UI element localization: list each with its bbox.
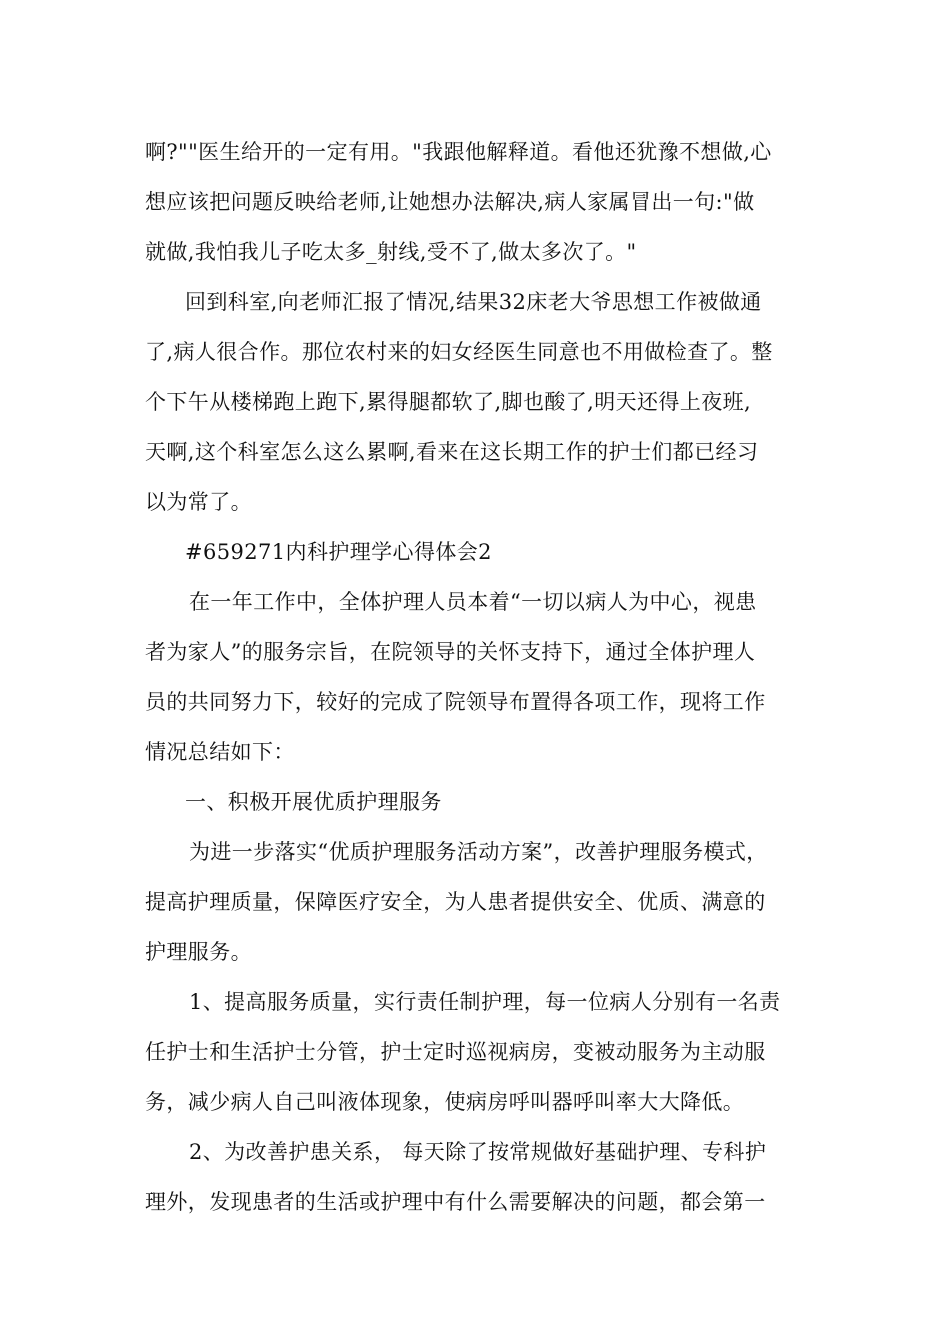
text-line: 护理服务。 (145, 940, 252, 964)
text-line: 员的共同努力下，较好的完成了院领导布置得各项工作，现将工作 (145, 690, 766, 714)
text-line: 以为常了。 (145, 490, 252, 514)
paragraph-first-line: 2、为改善护患关系， 每天除了按常规做好基础护理、专科护 (189, 1140, 767, 1164)
text-line: 啊?""医生给开的一定有用。"我跟他解释道。看他还犹豫不想做,心 (145, 140, 772, 164)
section-title: #659271内科护理学心得体会2 (185, 540, 492, 564)
text-line: 提高护理质量，保障医疗安全，为人患者提供安全、优质、满意的 (145, 890, 766, 914)
text-line: 理外，发现患者的生活或护理中有什么需要解决的问题，都会第一 (145, 1190, 766, 1214)
section-heading: 一、积极开展优质护理服务 (185, 790, 442, 814)
paragraph-first-line: 回到科室,向老师汇报了情况,结果32床老大爷思想工作被做通 (185, 290, 762, 314)
text-line: 务，减少病人自己叫液体现象，使病房呼叫器呼叫率大大降低。 (145, 1090, 745, 1114)
text-line: 个下午从楼梯跑上跑下,累得腿都软了,脚也酸了,明天还得上夜班, (145, 390, 752, 414)
paragraph-first-line: 为进一步落实“优质护理服务活动方案”，改善护理服务模式， (189, 840, 768, 864)
text-line: 了,病人很合作。那位农村来的妇女经医生同意也不用做检查了。整 (145, 340, 773, 364)
text-line: 天啊,这个科室怎么这么累啊,看来在这长期工作的护士们都已经习 (145, 440, 759, 464)
text-line: 想应该把问题反映给老师,让她想办法解决,病人家属冒出一句:"做 (145, 190, 755, 214)
text-line: 者为家人”的服务宗旨，在院领导的关怀支持下，通过全体护理人 (145, 640, 756, 664)
text-line: 情况总结如下： (145, 740, 295, 764)
text-line: 任护士和生活护士分管，护士定时巡视病房，变被动服务为主动服 (145, 1040, 766, 1064)
paragraph-first-line: 在一年工作中，全体护理人员本着“一切以病人为中心，视患 (189, 590, 757, 614)
paragraph-first-line: 1、提高服务质量，实行责任制护理，每一位病人分别有一名责 (189, 990, 781, 1014)
text-line: 就做,我怕我儿子吃太多_射线,受不了,做太多次了。" (145, 240, 637, 264)
